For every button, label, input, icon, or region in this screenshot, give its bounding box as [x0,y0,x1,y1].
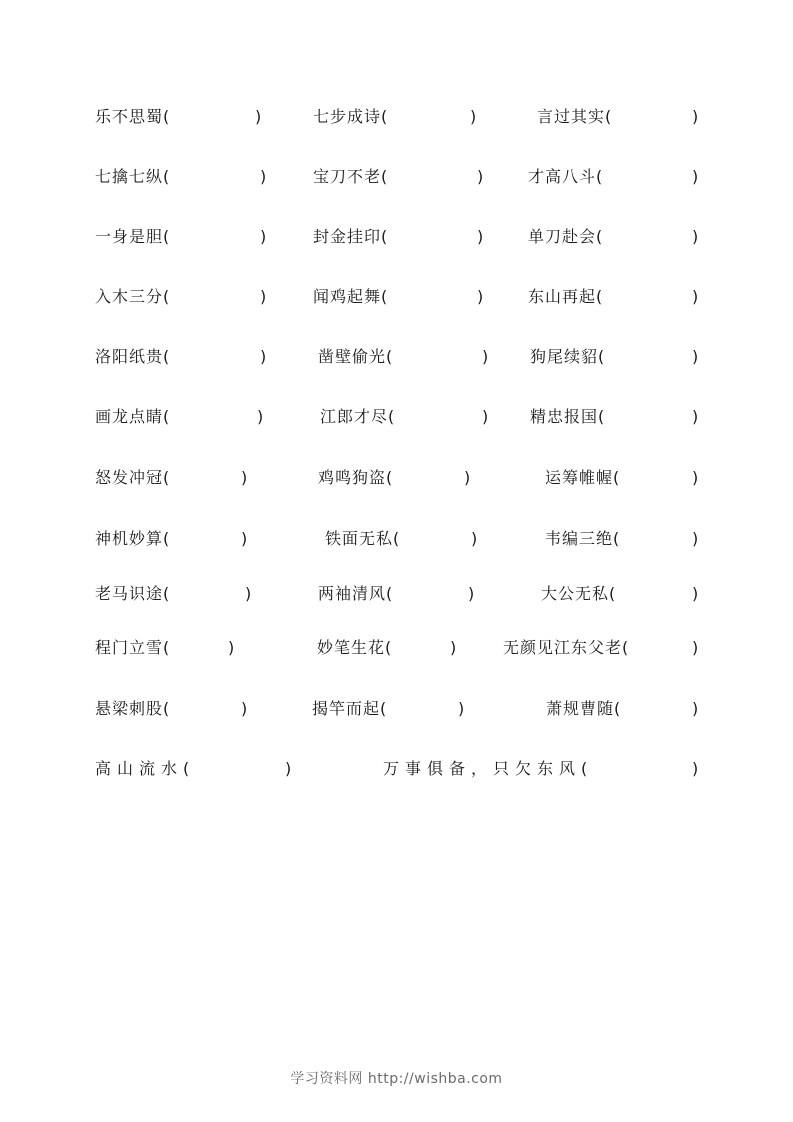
idiom-item: 乐不思蜀( ) [95,107,263,126]
idiom-item: 七擒七纵( ) [95,167,268,186]
idiom-item: 洛阳纸贵( ) [95,347,268,366]
idiom-item: 江郎才尽( ) [320,407,490,426]
idiom-item: 闻鸡起舞( ) [313,287,485,306]
idiom-item: 老马识途( ) [95,584,253,603]
idiom-item: 妙笔生花( ) [317,638,458,657]
idiom-row [0,402,793,432]
idiom-item: 怒发冲冠( ) [95,468,249,487]
idiom-item: 凿壁偷光( ) [318,347,490,366]
idiom-row [0,102,793,132]
idiom-item: 入木三分( ) [95,287,268,306]
idiom-item: 才高八斗( ) [528,167,700,186]
idiom-item: 万事俱备，只欠东风( ) [383,759,705,778]
idiom-item: 宝刀不老( ) [313,167,485,186]
idiom-row [0,222,793,252]
idiom-item: 东山再起( ) [528,287,700,306]
idiom-row [0,282,793,312]
idiom-row [0,463,793,493]
idiom-item: 精忠报国( ) [530,407,700,426]
idiom-item: 神机妙算( ) [95,529,249,548]
idiom-item: 运筹帷幄( ) [545,468,700,487]
idiom-item: 萧规曹随( ) [546,699,700,718]
idiom-row [0,524,793,554]
idiom-item: 七步成诗( ) [313,107,478,126]
idiom-item: 悬梁刺股( ) [95,699,249,718]
idiom-item: 大公无私( ) [541,584,700,603]
idiom-item: 狗尾续貂( ) [530,347,700,366]
idiom-item: 单刀赴会( ) [528,227,700,246]
idiom-row [0,579,793,609]
idiom-item: 言过其实( ) [537,107,700,126]
idiom-item: 一身是胆( ) [95,227,268,246]
idiom-item: 韦编三绝( ) [545,529,700,548]
idiom-item: 铁面无私( ) [325,529,479,548]
idiom-item: 高山流水( ) [95,759,298,778]
idiom-item: 鸡鸣狗盗( ) [318,468,472,487]
idiom-item: 无颜见江东父老( ) [503,638,700,657]
idiom-item: 封金挂印( ) [313,227,485,246]
idiom-item: 程门立雪( ) [95,638,236,657]
idiom-item: 画龙点睛( ) [95,407,265,426]
idiom-row [0,754,793,784]
idiom-row [0,694,793,724]
footer-watermark: 学习资料网 http://wishba.com [290,1071,503,1087]
idiom-item: 揭竿而起( ) [312,699,466,718]
idiom-row [0,162,793,192]
idiom-row [0,342,793,372]
idiom-item: 两袖清风( ) [318,584,476,603]
idiom-row [0,633,793,663]
